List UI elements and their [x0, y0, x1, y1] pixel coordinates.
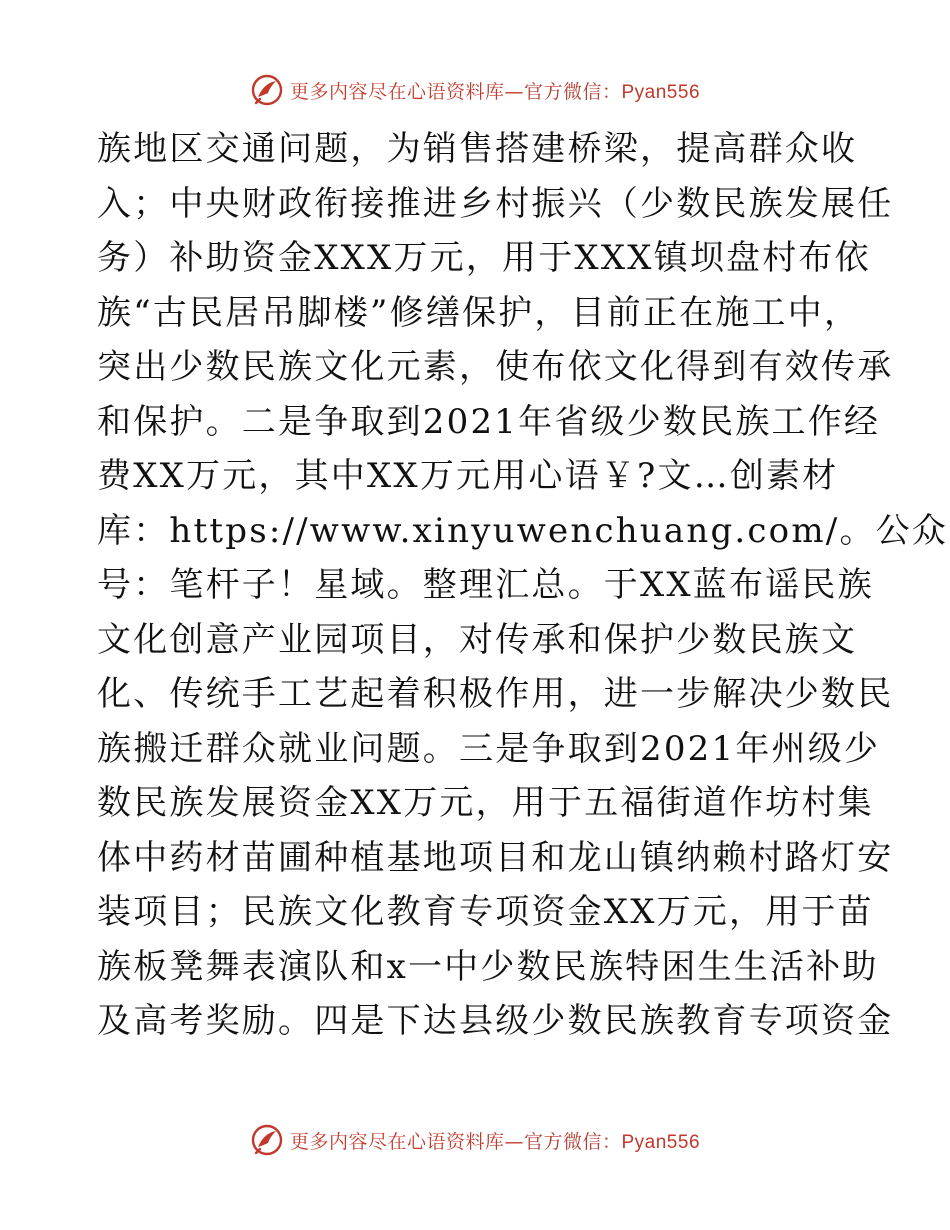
banner-contact-label: 官方微信： — [523, 80, 622, 103]
body-text-line: 及高考奖励。四是下达县级少数民族教育专项资金 — [97, 1001, 894, 1041]
document-body — [97, 122, 949, 1049]
body-text-line: 务）补助资金XXX万元，用于XXX镇坝盘村布依 — [97, 238, 871, 278]
banner-slogan: 更多内容尽在心语资料库 — [289, 80, 505, 103]
body-text-line: 库：https://www.xinyuwenchuang.com/。公众 — [97, 510, 949, 551]
body-text-line: 族板凳舞表演队和x一中少数民族特困生生活补助 — [97, 946, 879, 987]
banner-separator: — — [504, 80, 524, 103]
body-text-line: 突出少数民族文化元素，使布依文化得到有效传承 — [97, 347, 894, 387]
banner-separator: — — [504, 1130, 524, 1153]
banner-contact-label: 官方微信： — [523, 1130, 622, 1153]
body-text-line: 族地区交通问题，为销售搭建桥梁，提高群众收 — [97, 129, 858, 169]
red-pen-logo-icon — [250, 1123, 284, 1157]
body-text-line: 和保护。二是争取到2021年省级少数民族工作经 — [97, 401, 881, 442]
body-text-line: 号：笔杆子！星域。整理汇总。于XX蓝布谣民族 — [97, 565, 874, 605]
body-text-line: 数民族发展资金XX万元，用于五福街道作坊村集 — [97, 783, 874, 823]
banner-slogan: 更多内容尽在心语资料库 — [289, 1130, 505, 1153]
banner-text — [290, 1127, 700, 1154]
banner-contact-id: Pyan556 — [621, 1131, 701, 1153]
body-text-line: 化、传统手工艺起着积极作用，进一步解决少数民 — [97, 674, 894, 714]
body-text-line: 入；中央财政衔接推进乡村振兴（少数民族发展任 — [97, 183, 894, 224]
red-pen-logo-icon — [250, 73, 284, 107]
body-text-line: 族“古民居吊脚楼”修缮保护，目前正在施工中， — [97, 292, 861, 333]
header-banner — [0, 70, 950, 110]
banner-text — [290, 77, 700, 104]
body-text-line: 装项目；民族文化教育专项资金XX万元，用于苗 — [97, 892, 874, 932]
body-text-line: 费XX万元，其中XX万元用心语￥?文…创素材 — [97, 456, 839, 496]
banner-contact-id: Pyan556 — [621, 81, 701, 103]
footer-banner — [0, 1120, 950, 1160]
body-text-line: 体中药材苗圃种植基地项目和龙山镇纳赖村路灯安 — [97, 837, 894, 878]
body-text-line: 文化创意产业园项目，对传承和保护少数民族文 — [97, 619, 858, 660]
body-text-line: 族搬迁群众就业问题。三是争取到2021年州级少 — [97, 728, 881, 769]
